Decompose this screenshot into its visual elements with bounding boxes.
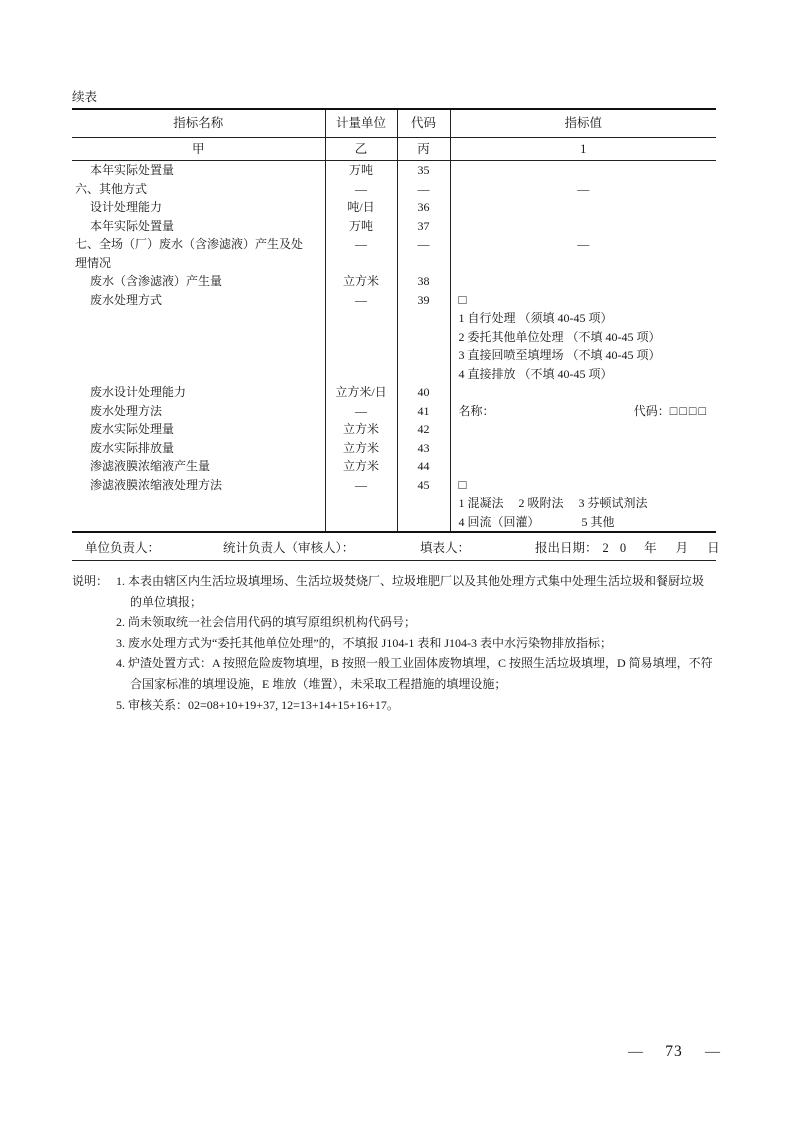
method-code-field — [634, 402, 708, 421]
indicator-name: 本年实际处置量 — [90, 218, 175, 233]
month-label: 月 — [675, 540, 689, 555]
page-number-dash-right: — — [705, 1043, 720, 1060]
code-cell: 45 — [417, 477, 430, 492]
code-cell: 38 — [417, 274, 430, 288]
unit-cell — [326, 494, 397, 513]
indicator-name: 渗滤液膜浓缩液处理方法 — [90, 477, 223, 492]
form-filler-label: 填表人： — [420, 540, 471, 555]
method-code-label: 代码： — [633, 403, 670, 418]
unit-cell — [326, 328, 397, 347]
notes-label: 说明： — [72, 574, 109, 588]
note-line: 的单位填报； — [130, 594, 203, 609]
code-cell: — — [417, 237, 430, 251]
value-cell — [451, 272, 717, 291]
method-name-label: 名称： — [458, 403, 495, 418]
unit-column — [325, 161, 397, 533]
code-cell — [398, 309, 450, 328]
value-cell — [451, 439, 717, 458]
unit-cell: 万吨 — [348, 163, 373, 177]
header-unit: 计量单位 — [325, 109, 397, 138]
code-cell: 39 — [417, 292, 430, 307]
code-cell: 41 — [417, 403, 430, 418]
indicator-name: 废水实际排放量 — [90, 440, 175, 455]
unit-cell: — — [355, 181, 367, 196]
unit-cell: 立方米 — [342, 440, 379, 455]
code-cell: 36 — [417, 200, 430, 214]
code-cell: — — [417, 181, 430, 196]
notes-section — [72, 571, 744, 715]
indicator-name — [72, 346, 325, 365]
subheader-yi: 乙 — [325, 138, 397, 161]
unit-cell — [326, 513, 397, 532]
code-cell: 42 — [417, 422, 430, 436]
unit-head-label: 单位负责人： — [85, 540, 161, 555]
unit-cell: — — [355, 403, 367, 418]
value-cell — [451, 161, 717, 180]
subheader-jia: 甲 — [72, 138, 325, 161]
indicator-name: 废水实际处理量 — [90, 422, 175, 436]
unit-cell: — — [355, 237, 367, 251]
report-date — [535, 535, 720, 561]
indicator-name: 废水处理方式 — [90, 292, 163, 307]
table-body-row — [72, 161, 716, 533]
value-column — [450, 161, 716, 533]
indicator-name: 废水（含渗滤液）产生量 — [90, 274, 223, 288]
value-option: 3 直接回喷至填埋场 （不填 40-45 项） — [458, 348, 661, 362]
indicator-name: 本年实际处置量 — [90, 163, 175, 177]
unit-cell: 立方米 — [342, 422, 379, 436]
header-indicator-name: 指标名称 — [72, 109, 325, 138]
note-text: 1. 本表由辖区内生活垃圾填埋场、生活垃圾焚烧厂、垃圾堆肥厂以及其他处理方式集中处理生活垃圾和餐厨垃圾 — [116, 574, 705, 588]
note-line: 3. 废水处理方式为“委托其他单位处理”的，不填报 J104-1 表和 J104-3 表中水污染物排放指标； — [116, 635, 612, 650]
code-boxes: □□□□ — [669, 403, 708, 418]
table-subheader-row — [72, 138, 716, 161]
indicator-name — [72, 328, 325, 347]
value-option: 4 回流（回灌） 5 其他 — [458, 514, 615, 529]
day-label: 日 — [707, 540, 720, 555]
note-line: 2. 尚未领取统一社会信用代码的填写原组织机构代码号； — [116, 615, 417, 630]
indicator-name: 理情况 — [75, 255, 112, 270]
code-cell — [398, 328, 450, 347]
value-cell — [451, 217, 717, 236]
unit-cell — [326, 309, 397, 328]
value-cell: — — [577, 237, 590, 251]
code-cell: 37 — [417, 218, 430, 233]
value-option: 1 混凝法 2 吸附法 3 芬顿试剂法 — [458, 496, 648, 510]
unit-cell — [326, 254, 397, 273]
subheader-bing: 丙 — [397, 138, 450, 161]
indicator-name: 六、其他方式 — [75, 181, 148, 196]
code-column — [397, 161, 450, 533]
unit-cell: 立方米 — [342, 459, 379, 473]
indicator-name: 七、全场（厂）废水（含渗滤液）产生及处 — [75, 237, 304, 251]
table-header-row — [72, 109, 716, 138]
value-cell — [451, 383, 717, 402]
indicator-name — [72, 309, 325, 328]
unit-cell: 万吨 — [348, 218, 373, 233]
unit-cell: — — [355, 292, 367, 307]
unit-cell: 立方米 — [342, 274, 379, 288]
date-digits: 2 0 — [602, 540, 631, 555]
header-code: 代码 — [397, 109, 450, 138]
note-line: 5. 审核关系：02=08+10+19+37, 12=13+14+15+16+17。 — [116, 697, 399, 712]
checkbox-square: □ — [458, 476, 467, 492]
indicator-name: 废水处理方法 — [90, 403, 163, 418]
indicator-name — [72, 513, 325, 532]
indicator-name: 设计处理能力 — [90, 200, 163, 214]
code-cell — [398, 346, 450, 365]
year-label: 年 — [644, 540, 657, 555]
code-cell: 35 — [417, 163, 430, 177]
signature-row — [72, 535, 720, 561]
code-cell — [398, 513, 450, 532]
value-option: 2 委托其他单位处理 （不填 40-45 项） — [458, 329, 661, 344]
code-cell — [398, 365, 450, 384]
note-line: 合国家标准的填埋设施，E 堆放（堆置），未采取工程措施的填埋设施； — [130, 676, 507, 691]
code-cell: 43 — [417, 440, 430, 455]
report-date-label: 报出日期： — [535, 540, 598, 555]
indicator-table — [72, 108, 716, 533]
value-option: 1 自行处理 （须填 40-45 项） — [458, 311, 613, 325]
page-number — [628, 1042, 720, 1062]
unit-cell: — — [355, 477, 367, 492]
subheader-1: 1 — [450, 138, 716, 161]
value-cell: — — [577, 181, 590, 196]
page-number-dash-left: — — [628, 1043, 643, 1060]
header-value: 指标值 — [450, 109, 716, 138]
unit-cell: 吨/日 — [347, 200, 375, 214]
unit-cell: 立方米/日 — [335, 385, 387, 399]
page-number-value: 73 — [665, 1043, 683, 1060]
note-line: 4. 炉渣处置方式：A 按照危险废物填埋，B 按照一般工业固体废物填埋，C 按照生活垃圾填埋，D 简易填埋，不符 — [116, 656, 713, 671]
checkbox-square: □ — [458, 291, 467, 307]
unit-cell — [326, 365, 397, 384]
code-cell — [398, 254, 450, 273]
value-cell — [451, 402, 717, 421]
unit-cell — [326, 346, 397, 365]
indicator-name-column — [72, 161, 325, 533]
value-cell — [451, 420, 717, 439]
indicator-name — [72, 494, 325, 513]
value-cell — [451, 198, 717, 217]
note-line — [72, 571, 744, 592]
value-cell — [451, 457, 717, 476]
code-cell: 40 — [417, 385, 430, 399]
value-option: 4 直接排放 （不填 40-45 项） — [458, 366, 613, 381]
value-cell — [451, 254, 717, 273]
indicator-name — [72, 365, 325, 384]
code-cell — [398, 494, 450, 513]
indicator-name: 渗滤液膜浓缩液产生量 — [90, 459, 211, 473]
indicator-name: 废水设计处理能力 — [90, 385, 187, 399]
stat-head-label: 统计负责人（审核人）： — [223, 540, 355, 555]
code-cell: 44 — [417, 459, 430, 473]
continuation-table-label: 续表 — [72, 90, 98, 104]
